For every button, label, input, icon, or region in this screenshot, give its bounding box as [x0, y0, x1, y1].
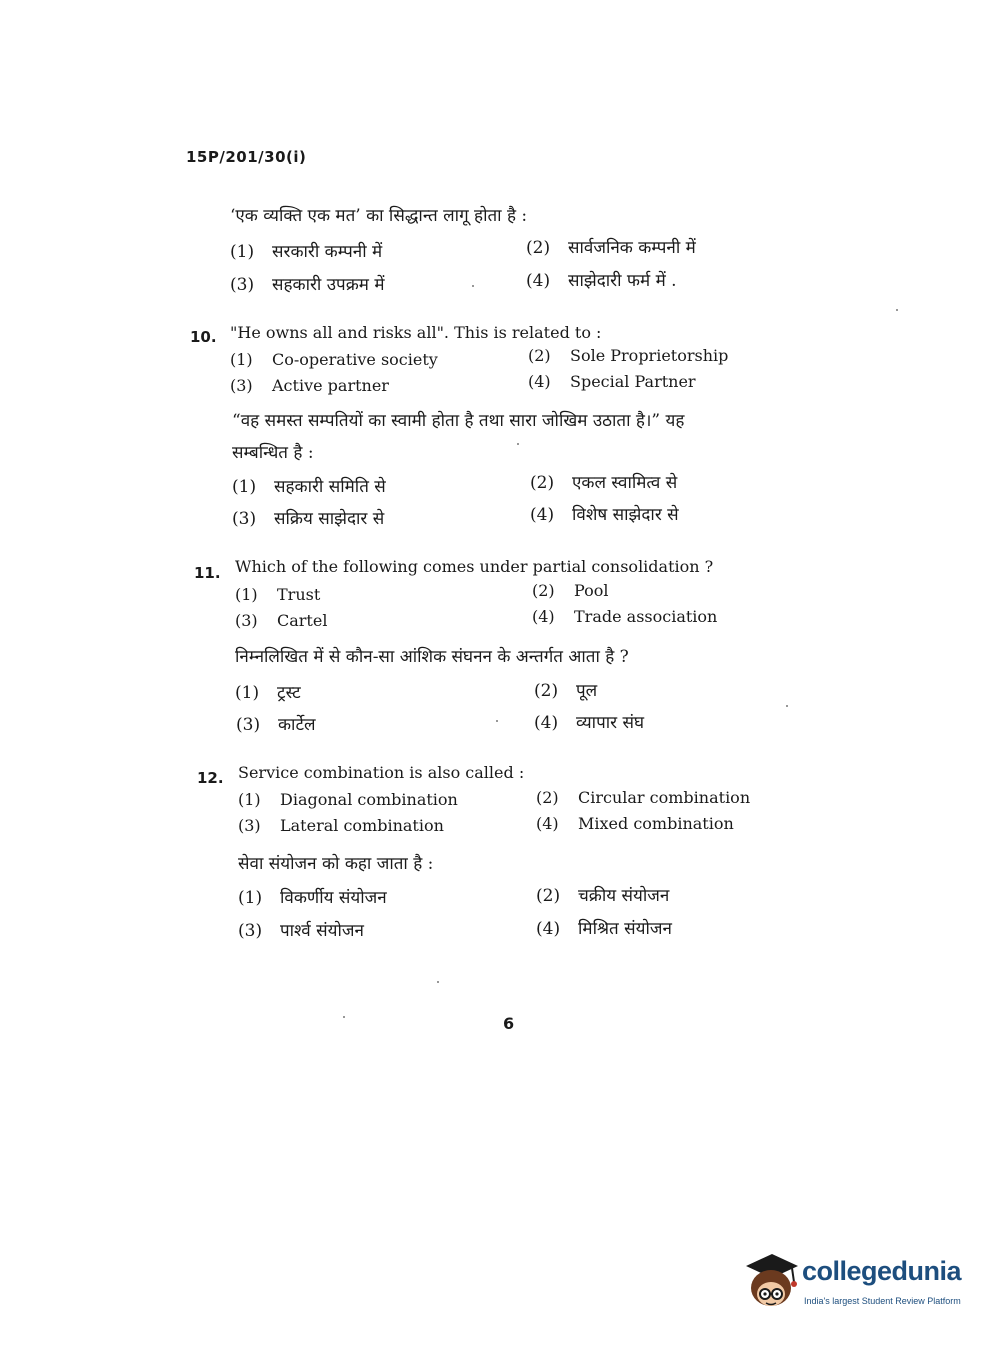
hindi-option-4: (4) विशेष साझेदार से: [530, 505, 679, 525]
question-number: 11.: [194, 564, 221, 582]
question-number: 12.: [197, 769, 224, 787]
hindi-option-1: (1) विकर्णीय संयोजन: [238, 888, 387, 908]
option-2: (2) Sole Proprietorship: [528, 346, 729, 365]
collegedunia-logo: [742, 1248, 972, 1318]
scan-speck: [896, 309, 898, 311]
mascot-icon: [742, 1248, 800, 1312]
hindi-option-2: (2) चक्रीय संयोजन: [536, 886, 670, 906]
hindi-option-4: (4) व्यापार संघ: [534, 713, 645, 733]
scan-speck: [472, 285, 474, 287]
hindi-option-2: (2) एकल स्वामित्व से: [530, 473, 678, 493]
question-stem: ‘एक व्यक्ति एक मत’ का सिद्धान्त लागू होता है :: [230, 206, 528, 226]
option-4: (4) Trade association: [532, 607, 718, 626]
option-3: (3) Active partner: [230, 376, 389, 395]
hindi-stem: निम्नलिखित में से कौन-सा आंशिक संघनन के अन्तर्गत आता है ?: [235, 647, 629, 667]
question-stem: Which of the following comes under partial consolidation ?: [235, 557, 714, 576]
hindi-option-3: (3) सक्रिय साझेदार से: [232, 509, 385, 529]
option-3: (3) Lateral combination: [238, 816, 444, 835]
hindi-stem-line-2: सम्बन्धित है :: [232, 443, 314, 463]
scan-speck: [786, 705, 788, 707]
page-number: 6: [503, 1014, 515, 1033]
hindi-stem-line-1: “वह समस्त सम्पतियों का स्वामी होता है तथा सारा जोखिम उठाता है।” यह: [232, 411, 685, 431]
hindi-option-3: (3) पार्श्व संयोजन: [238, 921, 364, 941]
option-3: (3) Cartel: [235, 611, 328, 630]
scan-speck: [437, 981, 439, 983]
logo-wordmark: collegedunia: [802, 1256, 962, 1286]
option-1: (1) सरकारी कम्पनी में: [230, 242, 383, 262]
option-4: (4) Mixed combination: [536, 814, 734, 833]
hindi-stem: सेवा संयोजन को कहा जाता है :: [238, 854, 434, 874]
option-1: (1) Diagonal combination: [238, 790, 458, 809]
option-1: (1) Trust: [235, 585, 321, 604]
hindi-option-1: (1) ट्रस्ट: [235, 683, 301, 703]
option-2: (2) सार्वजनिक कम्पनी में: [526, 238, 696, 258]
question-number: 10.: [190, 328, 217, 346]
option-4: (4) Special Partner: [528, 372, 696, 391]
hindi-option-1: (1) सहकारी समिति से: [232, 477, 386, 497]
hindi-option-2: (2) पूल: [534, 681, 598, 701]
scan-speck: [343, 1016, 345, 1018]
hindi-option-3: (3) कार्टेल: [236, 715, 316, 735]
scan-speck: [517, 443, 519, 445]
hindi-option-4: (4) मिश्रित संयोजन: [536, 919, 672, 939]
option-2: (2) Circular combination: [536, 788, 751, 807]
question-stem: "He owns all and risks all". This is related to :: [230, 323, 602, 342]
logo-tagline: India's largest Student Review Platform: [804, 1296, 961, 1306]
option-3: (3) सहकारी उपक्रम में: [230, 275, 385, 295]
scan-speck: [496, 720, 498, 722]
option-2: (2) Pool: [532, 581, 609, 600]
option-1: (1) Co-operative society: [230, 350, 438, 369]
option-4: (4) साझेदारी फर्म में .: [526, 271, 677, 291]
question-stem: Service combination is also called :: [238, 763, 525, 782]
paper-code: 15P/201/30(i): [186, 148, 307, 166]
